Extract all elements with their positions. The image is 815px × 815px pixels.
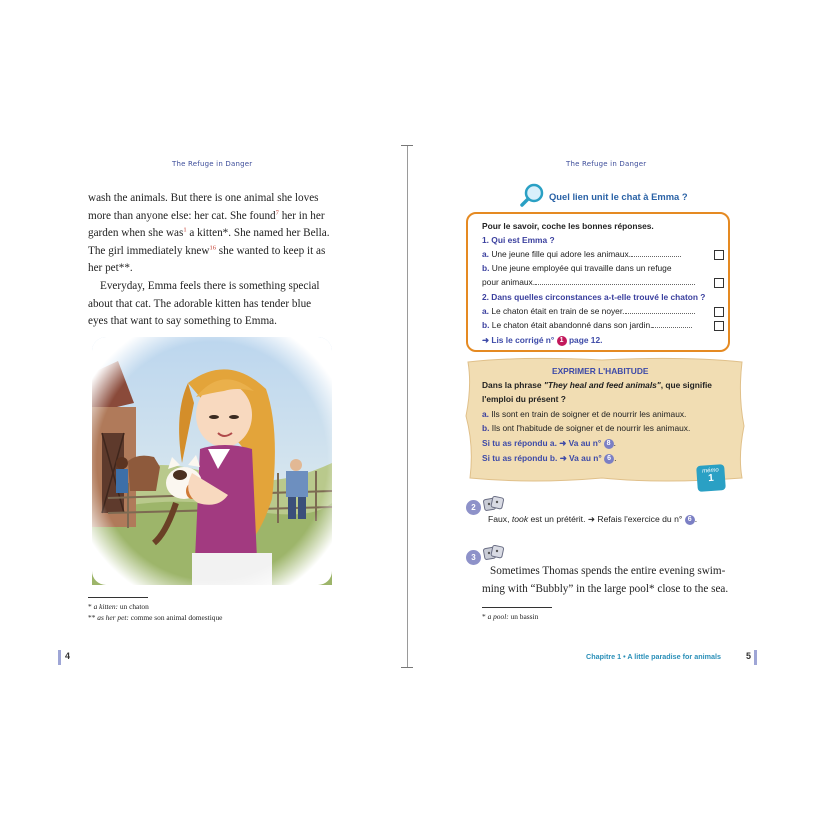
answer-1a: [482, 249, 681, 259]
answer-key-number: 1: [557, 336, 567, 346]
answer-2a: [482, 306, 695, 316]
running-head-right: The Refuge in Danger: [566, 160, 647, 168]
footnote-rule: [88, 597, 148, 598]
book-gutter: [407, 145, 408, 668]
story-line: eyes that want to say something to Emma.: [88, 315, 277, 328]
answer-text: pour animaux.: [482, 277, 536, 287]
page-marker-left: [58, 650, 61, 665]
story-line: her in her: [278, 209, 325, 222]
question-1-text: 1. Qui est Emma ?: [482, 235, 555, 245]
dice-icon: [483, 545, 505, 562]
habit-quote: "They heal and feed animals": [543, 380, 661, 390]
footnote: [88, 612, 222, 623]
answer-1b-cont: [482, 277, 695, 287]
story-line: Sometimes Thomas spends the entire evening swim-: [490, 565, 726, 577]
footnote-definition: un bassin: [508, 612, 539, 621]
story-line: Everyday, Emma feels there is something special: [100, 279, 320, 292]
item-number-3: 3: [466, 550, 481, 565]
story-text: [88, 190, 336, 331]
running-head-left: The Refuge in Danger: [172, 160, 253, 168]
feedback-word: took: [511, 514, 529, 524]
footnote-definition: comme son animal domestique: [128, 613, 223, 622]
answer-2b: [482, 320, 692, 330]
footnote-rule: [482, 607, 552, 608]
dotted-leader: [652, 321, 692, 328]
habit-question-cont: l'emploi du présent ?: [482, 394, 566, 404]
footnote-term: a kitten:: [93, 602, 118, 611]
checkbox-2b[interactable]: [714, 321, 724, 331]
gutter-tick: [401, 667, 413, 668]
memo-number: 1: [707, 472, 715, 485]
habit-question-text: Dans la phrase: [482, 380, 544, 390]
option-text: Ils ont l'habitude de soigner et de nourrir les animaux.: [489, 423, 691, 433]
answer-label: b.: [482, 320, 490, 330]
footnote: [88, 601, 149, 612]
goto-text: Si tu as répondu b. ➜ Va au n°: [482, 453, 602, 463]
memo-badge: [696, 464, 726, 492]
goto-text: Si tu as répondu a. ➜ Va au n°: [482, 438, 602, 448]
habit-option-a: [482, 409, 686, 419]
story-line: about that cat. The adorable kitten has tender blue: [88, 297, 312, 310]
story-illustration: [88, 333, 336, 589]
option-text: Ils sont en train de soigner et de nourrir les animaux.: [489, 409, 687, 419]
answer-label: a.: [482, 249, 489, 259]
answer-text: Le chaton était en train de se noyer.: [489, 306, 625, 316]
story-line: garden when she was: [88, 227, 184, 240]
item-2-feedback: Faux, took est un prétérit. ➜ Refais l'exercice du n° 6 .: [488, 514, 698, 524]
habit-question-text: , que signifie: [660, 380, 712, 390]
answer-1b: [482, 263, 672, 273]
answer-text: Le chaton était abandonné dans son jardin.: [489, 320, 653, 330]
answer-text: Une jeune fille qui adore les animaux.: [489, 249, 631, 259]
gutter-tick: [401, 145, 413, 146]
feedback-text: Faux,: [488, 514, 512, 524]
story-line: her pet**.: [88, 262, 133, 275]
story-line: more than anyone else: her cat. She found: [88, 209, 276, 222]
item-3-text: [482, 563, 730, 598]
dice-icon: [483, 496, 505, 513]
dotted-leader: [535, 278, 695, 285]
goto-number: 6: [604, 454, 614, 464]
dotted-leader: [625, 307, 695, 314]
vocab-ref: 16: [209, 244, 216, 252]
habit-goto-b[interactable]: Si tu as répondu b. ➜ Va au n° 6 .: [482, 453, 617, 463]
answer-label: b.: [482, 263, 490, 273]
answer-key-page: page 12.: [568, 335, 603, 345]
page-number-left: 4: [65, 651, 71, 661]
item-number-2: 2: [466, 500, 481, 515]
quiz-intro: Pour le savoir, coche les bonnes réponses.: [482, 221, 654, 231]
habit-title: EXPRIMER L'HABITUDE: [552, 366, 649, 376]
footnote-term: as her pet:: [97, 613, 129, 622]
answer-key-text: ➜ Lis le corrigé n°: [482, 335, 555, 345]
question-1: [482, 235, 555, 245]
footnote-marker: **: [88, 613, 96, 622]
footnote-marker: *: [482, 612, 486, 621]
story-line: ming with “Bubbly” in the large pool* close to the sea.: [482, 582, 729, 595]
section-title: Quel lien unit le chat à Emma ?: [549, 191, 688, 202]
habit-question: [482, 380, 712, 390]
page-marker-right: [754, 650, 757, 665]
chapter-footer: Chapitre 1 • A little paradise for animals: [586, 652, 721, 661]
footnote-term: a pool:: [487, 612, 509, 621]
question-2: [482, 292, 705, 302]
goto-number[interactable]: 6: [685, 515, 695, 525]
magnifier-icon: [520, 182, 546, 208]
footnote: [482, 611, 538, 622]
story-line: The girl immediately knew: [88, 244, 210, 257]
question-2-text: 2. Dans quelles circonstances a-t-elle trouvé le chaton ?: [482, 292, 706, 302]
answer-key-link[interactable]: [482, 335, 602, 346]
memo-label: mémo: [701, 467, 720, 475]
footnote-marker: *: [88, 602, 92, 611]
quiz-box: [466, 212, 730, 352]
habit-goto-a[interactable]: Si tu as répondu a. ➜ Va au n° 8 .: [482, 438, 616, 448]
dotted-leader: [631, 250, 681, 257]
answer-label: a.: [482, 306, 489, 316]
habit-option-b: [482, 423, 690, 433]
vocab-ref: 1: [183, 226, 187, 234]
checkbox-1a[interactable]: [714, 250, 724, 260]
feedback-text[interactable]: est un prétérit. ➜ Refais l'exercice du n°: [528, 514, 683, 524]
checkbox-1b[interactable]: [714, 278, 724, 288]
goto-number: 8: [604, 439, 614, 449]
page-number-right: 5: [746, 651, 752, 661]
story-line: wash the animals. But there is one animal she loves: [88, 192, 319, 204]
habit-box: [462, 358, 742, 480]
checkbox-2a[interactable]: [714, 307, 724, 317]
vocab-ref: 7: [275, 208, 279, 216]
answer-text: Une jeune employée qui travaille dans un refuge: [489, 263, 672, 273]
option-label: a.: [482, 409, 489, 419]
option-label: b.: [482, 423, 490, 433]
story-line: she wanted to keep it as: [215, 244, 326, 257]
story-line: a kitten*. She named her Bella.: [186, 227, 330, 240]
footnote-definition: un chaton: [117, 602, 149, 611]
